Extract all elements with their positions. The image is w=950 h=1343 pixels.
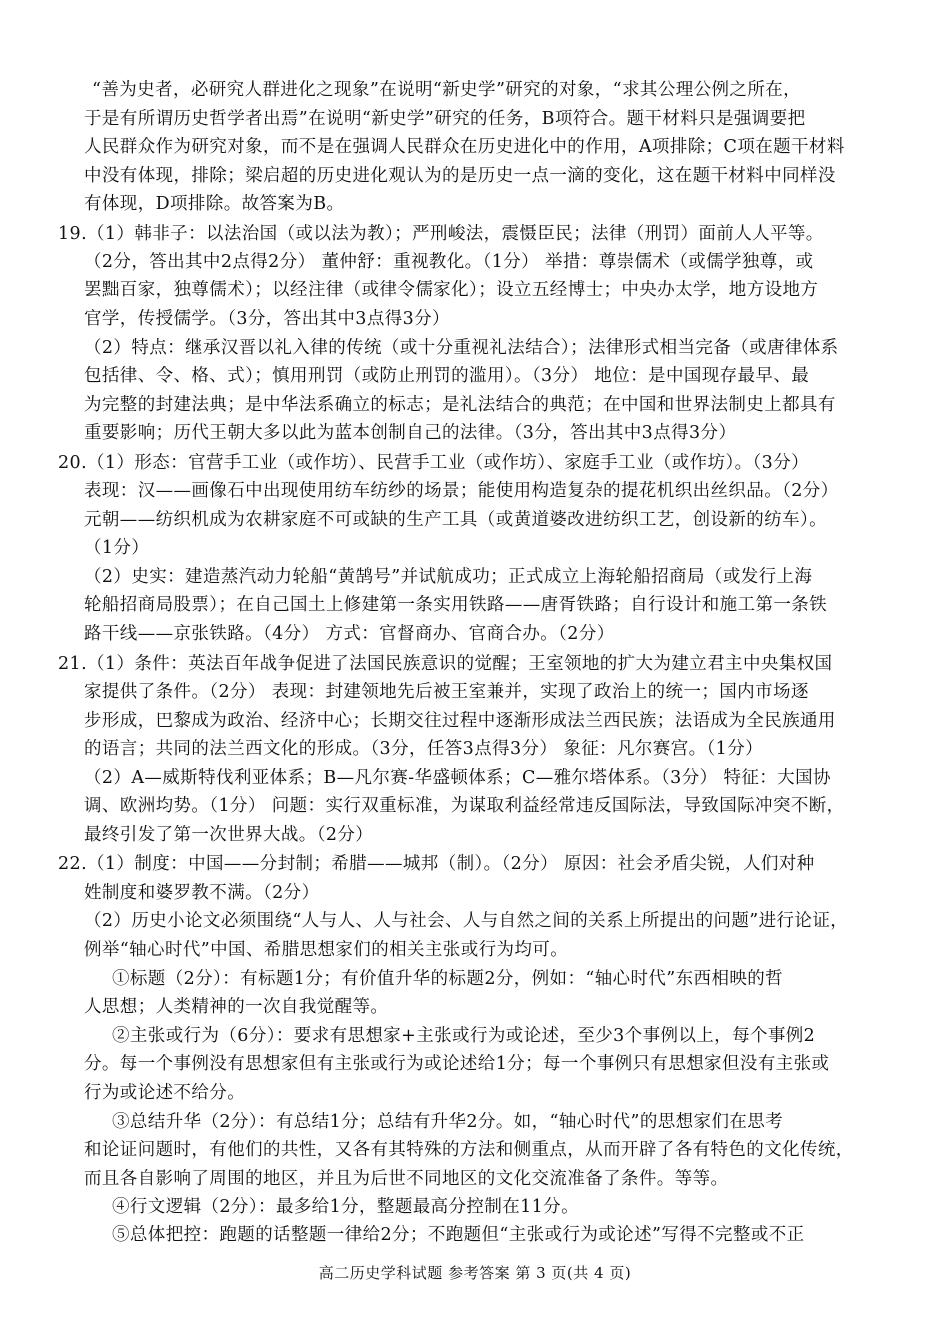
text-line: 中没有体现，排除；梁启超的历史进化观认为的是历史一点一滴的变化，这在题干材料中同样没 (84, 166, 836, 186)
text-line: （2）A—威斯特伐利亚体系；B—凡尔赛-华盛顿体系；C—雅尔塔体系。（3分） 特征：大国协 (84, 768, 831, 788)
text-line: 和论证问题时，有他们的共性，又各有其特殊的方法和侧重点，从而开辟了各有特色的文化传统， (84, 1140, 854, 1160)
text-line: 分。每一个事例没有思想家但有主张或行为或论述给1分；每一个事例只有思想家但没有主张或 (84, 1054, 830, 1074)
text-line: 表现：汉——画像石中出现使用纺车纺纱的场景；能使用构造复杂的提花机织出丝织品。（2分） (84, 481, 839, 501)
text-line: （2分，答出其中2点得2分） 董仲舒：重视教化。（1分） 举措：尊崇儒术（或儒学独尊，或 (84, 252, 814, 272)
text-line: 22.（1）制度：中国——分封制；希腊——城邦（制）。（2分） 原因：社会矛盾尖锐，人们对种 (58, 854, 815, 874)
page-footer: 高二历史学科试题 参考答案 第 3 页(共 4 页) (318, 1264, 632, 1282)
text-line: 家提供了条件。（2分） 表现：封建领地先后被王室兼并，实现了政治上的统一；国内市场逐 (84, 682, 809, 702)
text-line: 的语言；共同的法兰西文化的形成。（3分，任答3点得3分） 象征：凡尔赛宫。（1分） (84, 739, 763, 759)
text-line: ②主张或行为（6分）：要求有思想家+主张或行为或论述，至少3个事例以上，每个事例2 (112, 1026, 816, 1046)
text-line: 19.（1）韩非子：以法治国（或以法为教）；严刑峻法，震慑臣民；法律（刑罚）面前人人平等。 (58, 224, 824, 244)
text-line: ④行文逻辑（2分）：最多给1分，整题最高分控制在11分。 (112, 1197, 579, 1217)
text-line: ①标题（2分）：有标题1分；有价值升华的标题2分，例如：“轴心时代”东西相映的哲 (112, 969, 784, 989)
text-line: 于是有所谓历史哲学者出焉”在说明“新史学”研究的任务，B项符合。题干材料只是强调要把 (84, 109, 806, 129)
text-line: ⑤总体把控：跑题的话整题一律给2分；不跑题但“主张或行为或论述”写得不完整或不正 (112, 1225, 805, 1245)
text-line: 最终引发了第一次世界大战。（2分） (84, 825, 374, 845)
text-line: 路干线——京张铁路。（4分） 方式：官督商办、官商合办。（2分） (84, 624, 615, 644)
text-line: 21.（1）条件：英法百年战争促进了法国民族意识的觉醒；王室领地的扩大为建立君主中央集权国 (58, 654, 833, 674)
text-line: （2）史实：建造蒸汽动力轮船“黄鹄号”并试航成功；正式成立上海轮船招商局（或发行上海 (84, 567, 813, 587)
text-line: 人思想；人类精神的一次自我觉醒等。 (84, 997, 389, 1017)
text-line: 而且各自影响了周围的地区，并且为后世不同地区的文化交流准备了条件。等等。 (84, 1169, 729, 1189)
text-line: （2）特点：继承汉晋以礼入律的传统（或十分重视礼法结合）；法律形式相当完备（或唐律体系 (84, 338, 839, 358)
text-line: 例举“轴心时代”中国、希腊思想家们的相关主张或行为均可。 (84, 940, 569, 960)
text-line: 姓制度和婆罗教不满。（2分） (84, 883, 320, 903)
text-line: （2）历史小论文必须围绕“人与人、人与社会、人与自然之间的关系上所提出的问题”进行论证， (84, 911, 849, 931)
text-line: 有体现，D项排除。故答案为B。 (84, 194, 345, 214)
text-line: 罢黜百家，独尊儒术）；以经注律（或律令儒家化）；设立五经博士；中央办太学，地方设地方 (84, 280, 819, 300)
text-line: ③总结升华（2分）：有总结1分；总结有升华2分。如，“轴心时代”的思想家们在思考 (112, 1112, 784, 1132)
text-line: 官学，传授儒学。（3分，答出其中3点得3分） (84, 309, 450, 329)
text-line: 为完整的封建法典；是中华法系确立的标志；是礼法结合的典范；在中国和世界法制史上都具有 (84, 395, 836, 415)
text-line: 元朝——纺织机成为农耕家庭不可或缺的生产工具（或黄道婆改进纺织工艺，创设新的纺车）。 (84, 510, 828, 530)
text-line: 轮船招商局股票）；在自己国土上修建第一条实用铁路——唐胥铁路；自行设计和施工第一条铁 (84, 595, 828, 615)
text-line: 20.（1）形态：官营手工业（或作坊）、民营手工业（或作坊）、家庭手工业（或作坊）。（3分） (58, 453, 809, 473)
text-line: 包括律、令、格、式）；慎用刑罚（或防止刑罚的滥用）。（3分） 地位：是中国现存最早、最 (84, 366, 810, 386)
text-line: （1分） (84, 538, 150, 558)
text-line: “善为史者，必研究人群进化之现象”在说明“新史学”研究的对象，“求其公理公例之所在， (92, 80, 802, 100)
text-line: 人民群众作为研究对象，而不是在强调人民群众在历史进化中的作用，A项排除；C项在题干材料 (84, 137, 845, 157)
text-line: 重要影响；历代王朝大多以此为蓝本创制自己的法律。（3分，答出其中3点得3分） (84, 423, 737, 443)
text-line: 调、欧洲均势。（1分） 问题：实行双重标准，为谋取利益经常违反国际法，导致国际冲突不断， (84, 796, 845, 816)
text-line: 步形成，巴黎成为政治、经济中心；长期交往过程中逐渐形成法兰西民族；法语成为全民族通用 (84, 711, 836, 731)
text-line: 行为或论述不给分。 (84, 1083, 246, 1103)
